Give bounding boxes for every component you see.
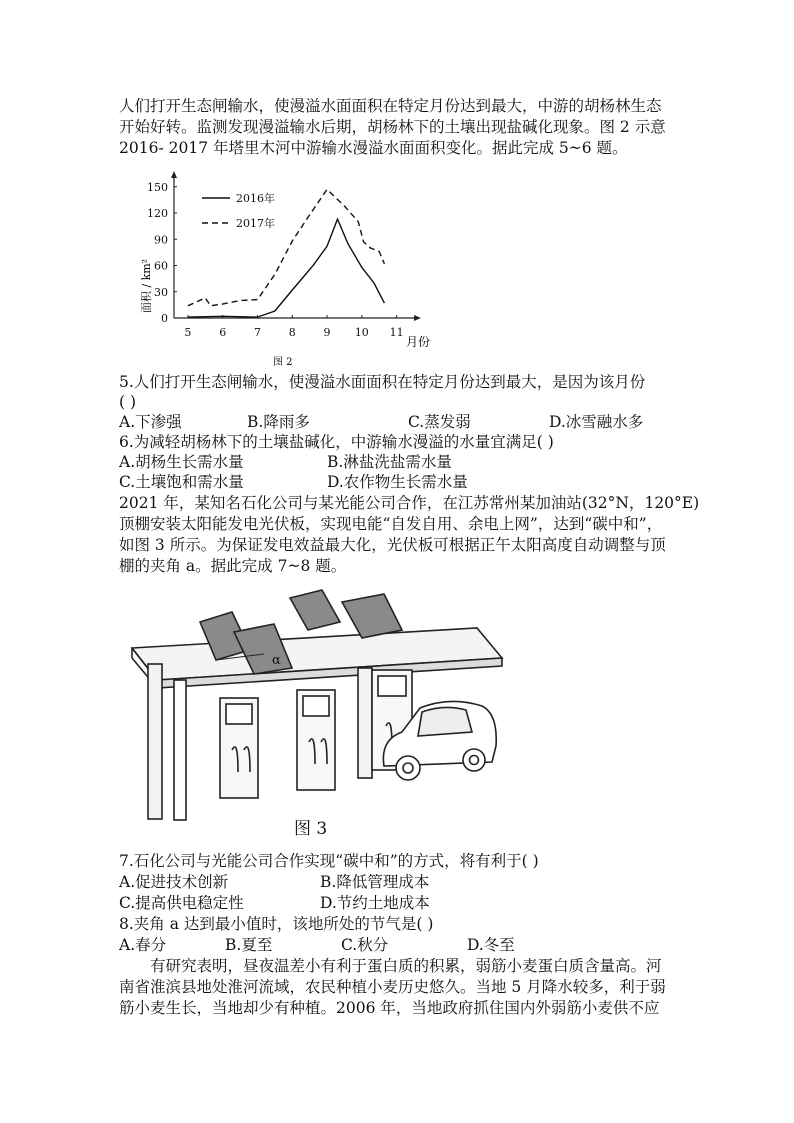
chart-legend: [202, 191, 275, 230]
figure-2-line-chart: [138, 168, 438, 368]
passage-3-line: 南省淮滨县地处淮河流域，农民种植小麦历史悠久。当地 5 月降水较多，利于弱: [119, 978, 666, 996]
x-tick-label: 8: [288, 326, 296, 339]
angle-alpha-label: α: [272, 653, 281, 668]
q8-option-c: C.秋分: [341, 936, 389, 954]
series-line-2016年: [188, 219, 385, 317]
x-tick-label: 11: [389, 326, 404, 339]
q8-option-a: A.春分: [119, 936, 167, 954]
x-tick-label: 6: [219, 326, 227, 339]
y-tick-label: 90: [154, 233, 168, 247]
x-tick-label: 5: [184, 326, 192, 339]
q5-option-b: B.降雨多: [247, 413, 310, 431]
figure-3-illustration: [122, 580, 512, 842]
figure-2-caption: 图 2: [273, 357, 293, 368]
y-axis-label: 面积 / km²: [140, 258, 153, 314]
passage-3-line: 有研究表明，昼夜温差小有利于蛋白质的积累，弱筋小麦蛋白质含量高。河: [150, 957, 662, 975]
intro-line: 2016- 2017 年塔里木河中游输水漫溢水面面积变化。据此完成 5~6 题。: [119, 139, 628, 157]
q5-option-a: A.下渗强: [119, 413, 182, 431]
x-tick-label: 10: [354, 326, 369, 339]
passage-2-line: 顶棚安装太阳能发电光伏板，实现电能“自发自用、余电上网”，达到“碳中和”，: [119, 515, 663, 533]
q5-option-d: D.冰雪融水多: [549, 413, 644, 431]
y-tick-label: 150: [147, 180, 168, 194]
passage-2-line: 如图 3 所示。为保证发电效益最大化，光伏板可根据正午太阳高度自动调整与顶: [119, 536, 666, 554]
passage-2-line: 2021 年，某知名石化公司与某光能公司合作，在江苏常州某加油站(32°N，120°E): [119, 494, 700, 512]
q6-option-d: D.农作物生长需水量: [327, 473, 468, 491]
y-tick-label: 0: [161, 312, 168, 325]
q7-option-c: C.提高供电稳定性: [119, 894, 244, 912]
q8-option-d: D.冬至: [467, 936, 515, 954]
legend-label-2017年: 2017年: [236, 217, 275, 230]
figure-3-caption: 图 3: [294, 819, 328, 839]
q7-option-a: A.促进技术创新: [119, 873, 229, 891]
passage-2-line: 棚的夹角 a。据此完成 7~8 题。: [119, 557, 347, 575]
q7-option-d: D.节约土地成本: [320, 894, 430, 912]
y-tick-label: 60: [154, 259, 168, 273]
chart-axes: [171, 171, 421, 321]
q6-option-b: B.淋盐洗盐需水量: [327, 453, 452, 471]
question-5-stem: 5.人们打开生态闸输水，使漫溢水面面积在特定月份达到最大，是因为该月份: [119, 373, 646, 391]
q5-option-c: C.蒸发弱: [408, 413, 471, 431]
intro-line: 人们打开生态闸输水，使漫溢水面面积在特定月份达到最大，中游的胡杨林生态: [119, 97, 662, 115]
y-tick-label: 120: [147, 207, 168, 220]
q7-option-b: B.降低管理成本: [320, 873, 430, 891]
legend-label-2016年: 2016年: [236, 192, 275, 205]
q6-option-c: C.土壤饱和需水量: [119, 473, 244, 491]
question-5-bracket: ( ): [119, 393, 137, 411]
chart-series: [188, 189, 385, 317]
chart-ticks: [147, 181, 404, 339]
canopy-roof: [132, 628, 502, 688]
y-tick-label: 30: [154, 285, 168, 299]
question-7-stem: 7.石化公司与光能公司合作实现“碳中和”的方式，将有利于( ): [119, 852, 539, 870]
x-axis-arrow: [414, 315, 421, 321]
x-tick-label: 7: [253, 326, 261, 339]
question-6-stem: 6.为减轻胡杨林下的土壤盐碱化，中游输水漫溢的水量宜满足( ): [119, 433, 554, 451]
x-tick-label: 9: [323, 326, 331, 339]
charging-pile-left: [220, 698, 258, 798]
q6-option-a: A.胡杨生长需水量: [119, 453, 244, 471]
canopy-pillars: [148, 664, 372, 820]
y-axis-arrow: [171, 171, 177, 178]
intro-line: 开始好转。监测发现漫溢输水后期，胡杨林下的土壤出现盐碱化现象。图 2 示意: [119, 118, 666, 136]
question-8-stem: 8.夹角 a 达到最小值时，该地所处的节气是( ): [119, 915, 434, 933]
passage-3-line: 筋小麦生长，当地却少有种植。2006 年，当地政府抓住国内外弱筋小麦供不应: [119, 999, 660, 1017]
x-axis-label: 月份: [406, 335, 431, 349]
charging-pile-middle: [297, 690, 335, 790]
series-line-2017年: [188, 189, 385, 305]
q8-option-b: B.夏至: [225, 936, 273, 954]
